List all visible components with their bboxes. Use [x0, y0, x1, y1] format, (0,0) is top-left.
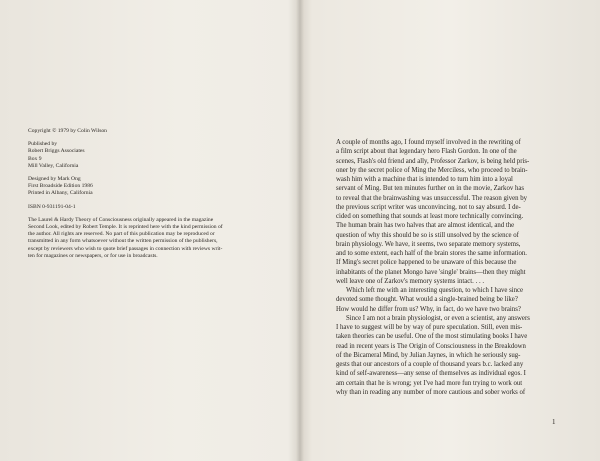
publisher-line: Box 9 [28, 155, 42, 162]
text-line: If Ming's secret police happened to be unaware of this because the [336, 259, 517, 267]
text-line: The human brain has two halves that are almost identical, and the [336, 222, 515, 230]
legal-line: the author. All rights are reserved. No part of this publication may be reproduced or [28, 231, 215, 238]
text-line: to reveal that the brainwashing was unsuccessful. The reason given by [336, 194, 528, 202]
text-line: a film script about that legendary hero Flash Gordon. In one of the [336, 148, 517, 156]
isbn-block [28, 204, 290, 211]
text-line: why than in reading any number of more cautious and sober works of [336, 388, 526, 396]
legal-line: The Laurel & Hardy Theory of Consciousness originally appeared in the magazine [28, 216, 214, 223]
paragraph-2 [336, 286, 586, 314]
legal-notice [28, 217, 290, 260]
page-number: 1 [552, 418, 556, 426]
text-line: Since I am not a brain physiologist, or even a scientist, any answers [346, 314, 530, 322]
publisher-line: Published by [28, 141, 58, 148]
paragraph-1 [336, 138, 586, 286]
design-line: First Broadside Edition 1986 [28, 183, 93, 190]
publisher-block [28, 141, 290, 170]
legal-line: ten for magazines or newspapers, or for use in broadcasts. [28, 252, 158, 259]
legal-line: transmitted in any form whatsoever without the written permission of the publishers, [28, 238, 218, 245]
text-line: wash him with a machine that is intended to turn him into a loyal [336, 176, 513, 183]
text-line: devoted some thought. What would a single-brained being be like? [336, 296, 518, 304]
text-line: taken theories can be useful. One of the most stimulating books I have [336, 333, 528, 341]
text-line: inhabitants of the planet Mongo have 'single' brains—then they might [336, 268, 526, 276]
text-line: Which left me with an interesting question, to which I have since [346, 287, 524, 294]
text-line: of the Bicameral Mind, by Julian Jaynes, in which he seriously sug- [336, 351, 521, 359]
text-line: am certain that he is wrong; yet I've had more fun trying to work out [336, 379, 523, 387]
text-line: scenes, Flash's old friend and ally, Professor Zarkov, is being held pris- [336, 157, 530, 165]
paragraph-3 [336, 314, 586, 397]
text-page [336, 138, 586, 397]
text-line: I have to suggest will be by way of pure speculation. Still, even mis- [336, 324, 523, 331]
legal-line: except by reviewers who wish to quote brief passages in connection with reviews writ- [28, 245, 223, 252]
design-line: Designed by Mark Ong [28, 176, 81, 183]
text-line: oner by the secret police of Ming the Merciless, who proceed to brain- [336, 166, 528, 174]
legal-line: Second Look, edited by Robert Temple. It is reprinted here with the kind permission of [28, 224, 223, 231]
publisher-line: Mill Valley, California [28, 162, 79, 169]
text-line: gests that our ancestors of a couple of thousand years b.c. lacked any [336, 361, 524, 368]
text-line: question of why this should be so is still unsolved by the science of [336, 231, 519, 239]
isbn-text: ISBN 0-931191-04-1 [28, 203, 76, 210]
text-line: cided on something that sounds at least more technically convincing. [336, 213, 524, 220]
text-line: well leave one of Zarkov's memory systems intact. . . . [336, 277, 485, 285]
text-line: How would he differ from us? Why, in fact, do we have two brains? [336, 305, 521, 313]
copyright-line [28, 128, 290, 135]
publisher-line: Robert Briggs Associates [28, 148, 85, 155]
copyright-page [28, 128, 290, 266]
design-line: Printed in Albany, California [28, 190, 93, 197]
text-line: and to some extent, each half of the brain stores the same information. [336, 250, 528, 257]
copyright-text: Copyright © 1979 by Colin Wilson [28, 128, 107, 134]
text-line: brain physiology. We have, it seems, two separate memory systems, [336, 240, 521, 248]
text-line: A couple of months ago, I found myself involved in the rewriting of [336, 139, 521, 146]
text-line: kind of self-awareness—any sense of themselves as individual egos. I [336, 370, 526, 378]
text-line: servant of Ming. But ten minutes further on in the movie, Zarkov has [336, 185, 525, 193]
design-block [28, 176, 290, 198]
book-gutter [296, 0, 304, 461]
text-line: the previous script writer was unconvincing, not to say absurd. I de- [336, 203, 521, 211]
text-line: read in recent years is The Origin of Consciousness in the Breakdown [336, 342, 526, 350]
